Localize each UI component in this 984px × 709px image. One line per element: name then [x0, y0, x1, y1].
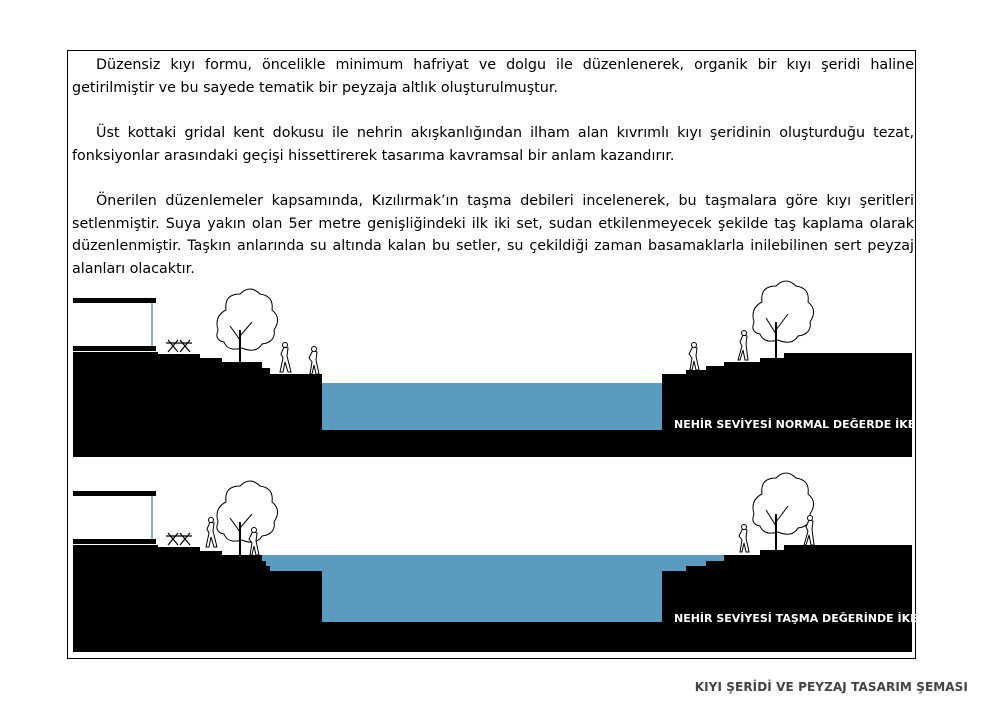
person-icon	[739, 525, 749, 553]
section-label-flood: NEHİR SEVİYESİ TAŞMA DEĞERİNDE İKEN	[674, 612, 927, 625]
building-canopy	[73, 491, 156, 496]
page-caption: KIYI ŞERİDİ VE PEYZAJ TASARIM ŞEMASI	[694, 680, 968, 694]
section-label-normal: NEHİR SEVİYESİ NORMAL DEĞERDE İKEN	[674, 418, 925, 431]
person-icon	[206, 518, 217, 548]
tree-icon	[217, 481, 278, 555]
building-roof	[73, 539, 156, 544]
picnic-table-icon	[166, 533, 192, 545]
river-water-flood	[262, 555, 724, 622]
paragraph-2: Üst kottaki gridal kent dokusu ile nehrin akışkanlığından ilham alan kıvrımlı kıyı şeridinin oluşturduğu tezat, fonksiyonlar arasındaki geçişi hissettirerek tasarıma kavramsal bir anlam kazandırır.	[72, 125, 914, 164]
paragraph-1: Düzensiz kıyı formu, öncelikle minimum hafriyat ve dolgu ile düzenlenerek, organik bir kıyı şeridi haline getirilmiştir ve bu sayede tematik bir peyzaja altlık oluşturulmuştur.	[72, 57, 914, 96]
tree-icon	[753, 473, 814, 550]
paragraph-3: Önerilen düzenlemeler kapsamında, Kızılırmak’ın taşma debileri incelenerek, bu taşmalara göre kıyı şeritleri setlenmiştir. Suya yakın olan 5er metre genişliğindeki ilk iki set, sudan etkilenmeyecek şekilde taş kaplama olarak düzenlenmiştir. Taşkın anlarında su altında kalan bu setler, su çekildiği zaman basamaklarla inilebilinen sert peyzaj alanları olacaktır.	[72, 193, 914, 277]
